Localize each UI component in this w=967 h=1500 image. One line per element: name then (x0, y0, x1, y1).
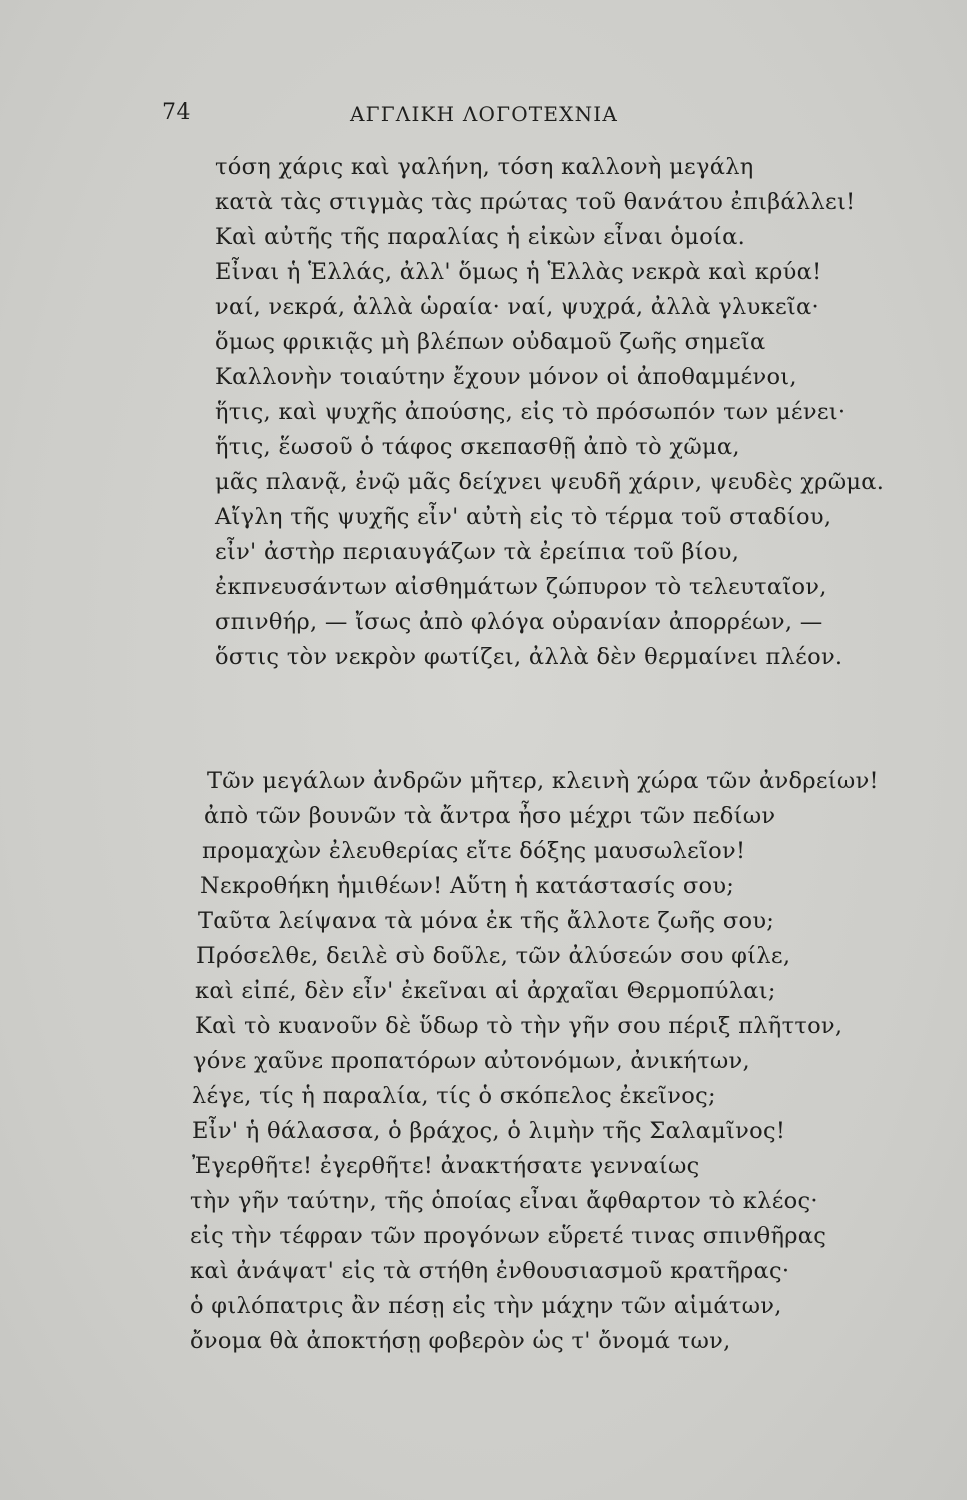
verse-line: λέγε, τίς ἡ παραλία, τίς ὁ σκόπελος ἐκεῖνος; (192, 1083, 716, 1109)
verse-line: ἥτις, ἕωσοῦ ὁ τάφος σκεπασθῇ ἀπὸ τὸ χῶμα, (215, 434, 740, 460)
verse-line: Εἶναι ἡ Ἑλλάς, ἀλλ' ὅμως ἡ Ἑλλὰς νεκρὰ καὶ κρύα! (215, 259, 822, 285)
verse-line: Πρόσελθε, δειλὲ σὺ δοῦλε, τῶν ἀλύσεών σου φίλε, (196, 943, 791, 969)
verse-line: καὶ εἰπέ, δὲν εἶν' ἐκεῖναι αἱ ἀρχαῖαι Θερμοπύλαι; (195, 978, 776, 1004)
verse-line: ἐκπνευσάντων αἰσθημάτων ζώπυρον τὸ τελευταῖον, (215, 574, 827, 600)
stanza-1 (0, 150, 967, 675)
page-number: 74 (162, 100, 191, 125)
verse-line: μᾶς πλανᾷ, ἐνῷ μᾶς δείχνει ψευδῆ χάριν, ψευδὲς χρῶμα. (215, 469, 885, 495)
verse-line: Εἶν' ἡ θάλασσα, ὁ βράχος, ὁ λιμὴν τῆς Σαλαμῖνος! (192, 1118, 786, 1144)
verse-line: ὅστις τὸν νεκρὸν φωτίζει, ἀλλὰ δὲν θερμαίνει πλέον. (215, 644, 843, 670)
verse-line: γόνε χαῦνε προπατόρων αὐτονόμων, ἀνικήτων, (193, 1048, 750, 1074)
verse-line: εἶν' ἀστὴρ περιαυγάζων τὰ ἐρείπια τοῦ βίου, (215, 539, 740, 565)
verse-line: Ἐγερθῆτε! ἐγερθῆτε! ἀνακτήσατε γενναίως (192, 1153, 700, 1179)
verse-line: σπινθήρ, — ἴσως ἀπὸ φλόγα οὐρανίαν ἀπορρέων, — (215, 609, 823, 635)
verse-line: Καλλονὴν τοιαύτην ἔχουν μόνον οἱ ἀποθαμμένοι, (215, 364, 797, 390)
running-title: ΑΓΓΛΙΚΗ ΛΟΓΟΤΕΧΝΙΑ (350, 102, 619, 126)
page-header (150, 100, 850, 130)
verse-line: Ταῦτα λείψανα τὰ μόνα ἐκ τῆς ἄλλοτε ζωῆς σου; (198, 908, 775, 934)
verse-line: ἀπὸ τῶν βουνῶν τὰ ἄντρα ἦσο μέχρι τῶν πεδίων (204, 803, 776, 829)
verse-line: ὁ φιλόπατρις ἂν πέσῃ εἰς τὴν μάχην τῶν αἱμάτων, (190, 1293, 782, 1319)
verse-line: κατὰ τὰς στιγμὰς τὰς πρώτας τοῦ θανάτου ἐπιβάλλει! (215, 189, 856, 215)
verse-line: Καὶ αὐτῆς τῆς παραλίας ἡ εἰκὼν εἶναι ὁμοία. (215, 224, 746, 250)
verse-line: ναί, νεκρά, ἀλλὰ ὡραία· ναί, ψυχρά, ἀλλὰ γλυκεῖα· (215, 294, 819, 320)
verse-line: Αἴγλη τῆς ψυχῆς εἶν' αὐτὴ εἰς τὸ τέρμα τοῦ σταδίου, (215, 504, 832, 530)
verse-line: εἰς τὴν τέφραν τῶν προγόνων εὕρετέ τινας σπινθῆρας (190, 1223, 827, 1249)
verse-line: ὄνομα θὰ ἀποκτήσῃ φοβερὸν ὡς τ' ὄνομά των, (190, 1328, 731, 1354)
verse-line: καὶ ἀνάψατ' εἰς τὰ στήθη ἐνθουσιασμοῦ κρατῆρας· (190, 1258, 790, 1284)
verse-line: Νεκροθήκη ἡμιθέων! Αὕτη ἡ κατάστασίς σου; (200, 873, 735, 899)
verse-line: Καὶ τὸ κυανοῦν δὲ ὕδωρ τὸ τὴν γῆν σου πέριξ πλῆττον, (195, 1013, 843, 1039)
verse-line: ἥτις, καὶ ψυχῆς ἀπούσης, εἰς τὸ πρόσωπόν των μένει· (215, 399, 846, 425)
verse-line: προμαχὼν ἐλευθερίας εἴτε δόξης μαυσωλεῖον! (202, 838, 746, 864)
verse-line: ὅμως φρικιᾷς μὴ βλέπων οὐδαμοῦ ζωῆς σημεῖα (215, 329, 766, 355)
verse-line: τὴν γῆν ταύτην, τῆς ὁποίας εἶναι ἄφθαρτον τὸ κλέος· (190, 1188, 818, 1214)
verse-line: Τῶν μεγάλων ἀνδρῶν μῆτερ, κλεινὴ χώρα τῶν ἀνδρείων! (207, 768, 879, 794)
verse-line: τόση χάρις καὶ γαλήνη, τόση καλλονὴ μεγάλη (215, 154, 754, 180)
stanza-2 (0, 764, 967, 1359)
